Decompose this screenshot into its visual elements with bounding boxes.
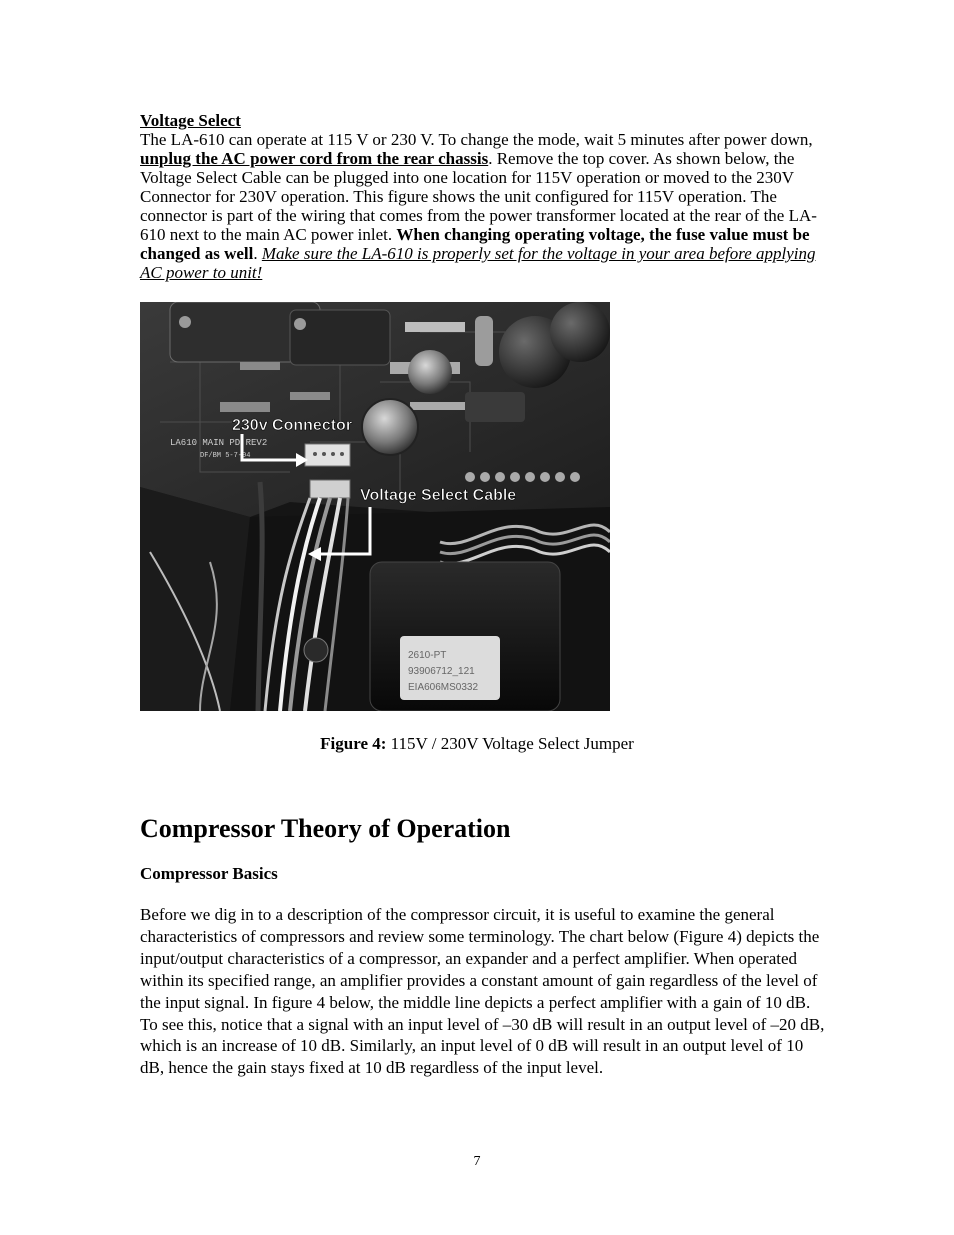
tag-line-1: 2610-PT [408, 650, 447, 661]
voltage-select-body [140, 130, 830, 282]
vs-text-1: The LA-610 can operate at 115 V or 230 V. To change the mode, wait 5 minutes after power down, [140, 130, 813, 149]
figure-caption [0, 734, 954, 754]
voltage-select-cable-plug [310, 480, 350, 498]
vs-text-2: . Remove the top cover. As shown below, the Voltage Select Cable can be plugged into one location for 115V operation or moved to the 230V Connector for 230V operation. This figure shows the unit configured for 115V operation. The connector is part of the wiring that comes from the power transformer located at the rear of the LA-610 next to the main AC power inlet. [140, 149, 817, 244]
vs-warning-unplug: unplug the AC power cord from the rear chassis [140, 149, 489, 168]
section-subtitle: Compressor Basics [140, 864, 278, 883]
voltage-select-heading: Voltage Select [140, 111, 241, 130]
230v-connector-label: 230v Connector [232, 417, 353, 434]
voltage-select-photo [140, 302, 610, 711]
vs-text-3: . [253, 244, 262, 263]
compressor-basics-paragraph: Before we dig in to a description of the compressor circuit, it is useful to examine the general characteristics of compressors and review some terminology. The chart below (Figure 4) depicts the input/output characteristics of a compressor, an expander and a perfect amplifier. When operated within its specified range, an amplifier provides a constant amount of gain regardless of the level of the input signal. In figure 4 below, the middle line depicts a perfect amplifier with a gain of 10 dB. To see this, notice that a signal with an input level of –30 dB will result in an output level of –20 dB, which is an increase of 10 dB. Similarly, an input level of 0 dB will result in an output level of 10 dB, hence the gain stays fixed at 10 dB regardless of the input level. [140, 905, 825, 1078]
tag-line-3: EIA606MS0332 [408, 682, 479, 693]
page-number: 7 [473, 1154, 481, 1169]
board-text-1: LA610 MAIN PD REV2 [170, 438, 268, 448]
figure-label: Figure 4: [320, 734, 387, 753]
board-text-2: DF/BM 5-7-04 [200, 452, 251, 460]
vs-warning-fuse: When changing operating voltage, the fuse value must be changed as well [140, 225, 810, 263]
voltage-select-cable-label: Voltage Select Cable [360, 487, 517, 504]
section-title: Compressor Theory of Operation [140, 814, 511, 843]
figure-caption-text: 115V / 230V Voltage Select Jumper [386, 734, 634, 753]
vs-warning-make-sure: Make sure the LA-610 is properly set for the voltage in your area before applying AC power to unit! [140, 244, 816, 282]
tag-line-2: 93906712_121 [408, 666, 475, 677]
